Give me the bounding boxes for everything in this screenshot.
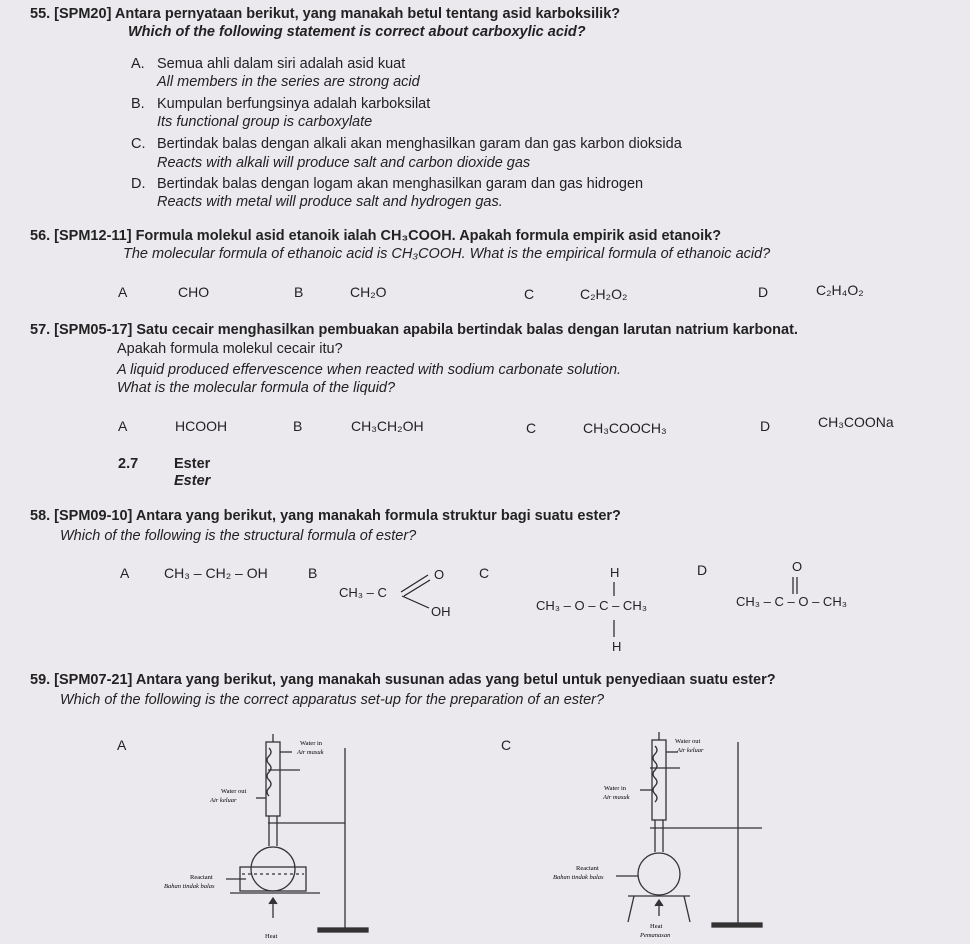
- q56-option-b-value: CH₂O: [350, 284, 387, 300]
- q56-option-d-value: C₂H₄O₂: [816, 282, 864, 298]
- q59-option-c-label[interactable]: C: [501, 737, 512, 753]
- q57-option-a-label[interactable]: A: [118, 418, 128, 434]
- q57-option-a-value: HCOOH: [175, 418, 228, 434]
- q56-title: 56. [SPM12-11] Formula molekul asid etanoik ialah CH₃COOH. Apakah formula empirik asid etanoik?: [30, 228, 722, 244]
- q57-title-en: A liquid produced effervescence when reacted with sodium carbonate solution.: [117, 362, 622, 378]
- q58-option-c-label[interactable]: C: [479, 565, 490, 581]
- q58-option-c-formula: CH₃ – O – C – CH₃: [536, 598, 648, 613]
- q59-title: 59. [SPM07-21] Antara yang berikut, yang manakah susunan adas yang betul untuk penyediaan suatu ester?: [30, 672, 776, 688]
- q57-option-c-label[interactable]: C: [526, 420, 537, 436]
- apparatus-c-water-in: Water in: [604, 785, 627, 792]
- apparatus-c-water-out-ms: Air keluar: [677, 747, 704, 754]
- apparatus-a-water-out: Water out: [221, 788, 247, 795]
- q57-option-d-label[interactable]: D: [760, 418, 771, 434]
- apparatus-c-heat-ms: Pemanasan: [640, 932, 671, 939]
- apparatus-a-water-in: Water in: [300, 740, 323, 747]
- q58-option-a-formula: CH₃ – CH₂ – OH: [164, 565, 268, 581]
- q57-option-d-value: CH₃COONa: [818, 414, 894, 430]
- q56-option-d-label[interactable]: D: [758, 284, 769, 300]
- q57-option-b-value: CH₃CH₂OH: [351, 418, 424, 434]
- q55-option-a-ms: Semua ahli dalam siri adalah asid kuat: [157, 56, 406, 72]
- q58-option-b-label[interactable]: B: [308, 565, 318, 581]
- apparatus-c-reactant: Reactant: [576, 865, 599, 872]
- apparatus-a-water-out-ms: Air keluar: [210, 797, 237, 804]
- q56-option-a-value: CHO: [178, 284, 210, 300]
- q57-title: 57. [SPM05-17] Satu cecair menghasilkan pembuakan apabila bertindak balas dengan larutan natrium karbonat.: [30, 322, 798, 338]
- q58-option-d-label[interactable]: D: [697, 562, 708, 578]
- q55-option-c-ms: Bertindak balas dengan alkali akan menghasilkan garam dan gas karbon dioksida: [157, 136, 682, 152]
- apparatus-c-reactant-ms: Bahan tindak balas: [553, 874, 604, 881]
- q58-option-d-formula: CH₃ – C – O – CH₃: [736, 594, 848, 609]
- q58-option-c-h-top: H: [610, 565, 620, 580]
- q55-title-en: Which of the following statement is correct about carboxylic acid?: [128, 24, 586, 40]
- q58-option-d-oxygen: O: [792, 559, 803, 574]
- apparatus-a-reactant-ms: Bahan tindak balas: [164, 883, 215, 890]
- q55-title: 55. [SPM20] Antara pernyataan berikut, yang manakah betul tentang asid karboksilik?: [30, 6, 621, 22]
- section-title-en: Ester: [174, 473, 211, 489]
- q58-title-en: Which of the following is the structural formula of ester?: [60, 528, 417, 544]
- q58-option-b-oxygen: O: [434, 567, 445, 582]
- q55-option-a-label[interactable]: A.: [131, 56, 145, 72]
- q55-option-b-ms: Kumpulan berfungsinya adalah karboksilat: [157, 96, 431, 112]
- q57-title-en-2: What is the molecular formula of the liquid?: [117, 380, 396, 396]
- q56-option-a-label[interactable]: A: [118, 284, 128, 300]
- q58-option-b-formula: CH₃ – C: [339, 585, 387, 600]
- apparatus-c-water-out: Water out: [675, 738, 701, 745]
- q56-option-b-label[interactable]: B: [294, 284, 304, 300]
- q58-title: 58. [SPM09-10] Antara yang berikut, yang manakah formula struktur bagi suatu ester?: [30, 508, 621, 524]
- q59-option-a-label[interactable]: A: [117, 737, 127, 753]
- apparatus-c-heat: Heat: [650, 923, 663, 930]
- q57-option-c-value: CH₃COOCH₃: [583, 420, 667, 436]
- q58-option-c-h-bottom: H: [612, 639, 622, 654]
- q55-option-b-label[interactable]: B.: [131, 96, 145, 112]
- apparatus-a-reactant: Reactant: [190, 874, 213, 881]
- q56-option-c-value: C₂H₂O₂: [580, 286, 628, 302]
- q55-option-b-en: Its functional group is carboxylate: [157, 114, 373, 130]
- apparatus-c-water-in-ms: Air masuk: [603, 794, 630, 801]
- q55-option-d-ms: Bertindak balas dengan logam akan menghasilkan garam dan gas hidrogen: [157, 176, 644, 192]
- q58-option-b-hydroxyl: OH: [431, 604, 451, 619]
- q56-title-en: The molecular formula of ethanoic acid is CH₃COOH. What is the empirical formula of ethanoic acid?: [123, 246, 771, 262]
- q55-option-a-en: All members in the series are strong acid: [157, 74, 420, 90]
- q55-option-d-label[interactable]: D.: [131, 176, 146, 192]
- q57-option-b-label[interactable]: B: [293, 418, 303, 434]
- q55-option-d-en: Reacts with metal will produce salt and hydrogen gas.: [157, 194, 503, 210]
- apparatus-a-water-in-ms: Air masuk: [297, 749, 324, 756]
- apparatus-a-heat: Heat: [265, 933, 278, 940]
- q59-title-en: Which of the following is the correct apparatus set-up for the preparation of an ester?: [60, 692, 605, 708]
- q57-title-2: Apakah formula molekul cecair itu?: [117, 341, 343, 357]
- section-number: 2.7: [118, 456, 139, 472]
- q55-option-c-label[interactable]: C.: [131, 136, 146, 152]
- q56-option-c-label[interactable]: C: [524, 286, 535, 302]
- section-title: Ester: [174, 456, 211, 472]
- q58-option-a-label[interactable]: A: [120, 565, 130, 581]
- q55-option-c-en: Reacts with alkali will produce salt and carbon dioxide gas: [157, 155, 531, 171]
